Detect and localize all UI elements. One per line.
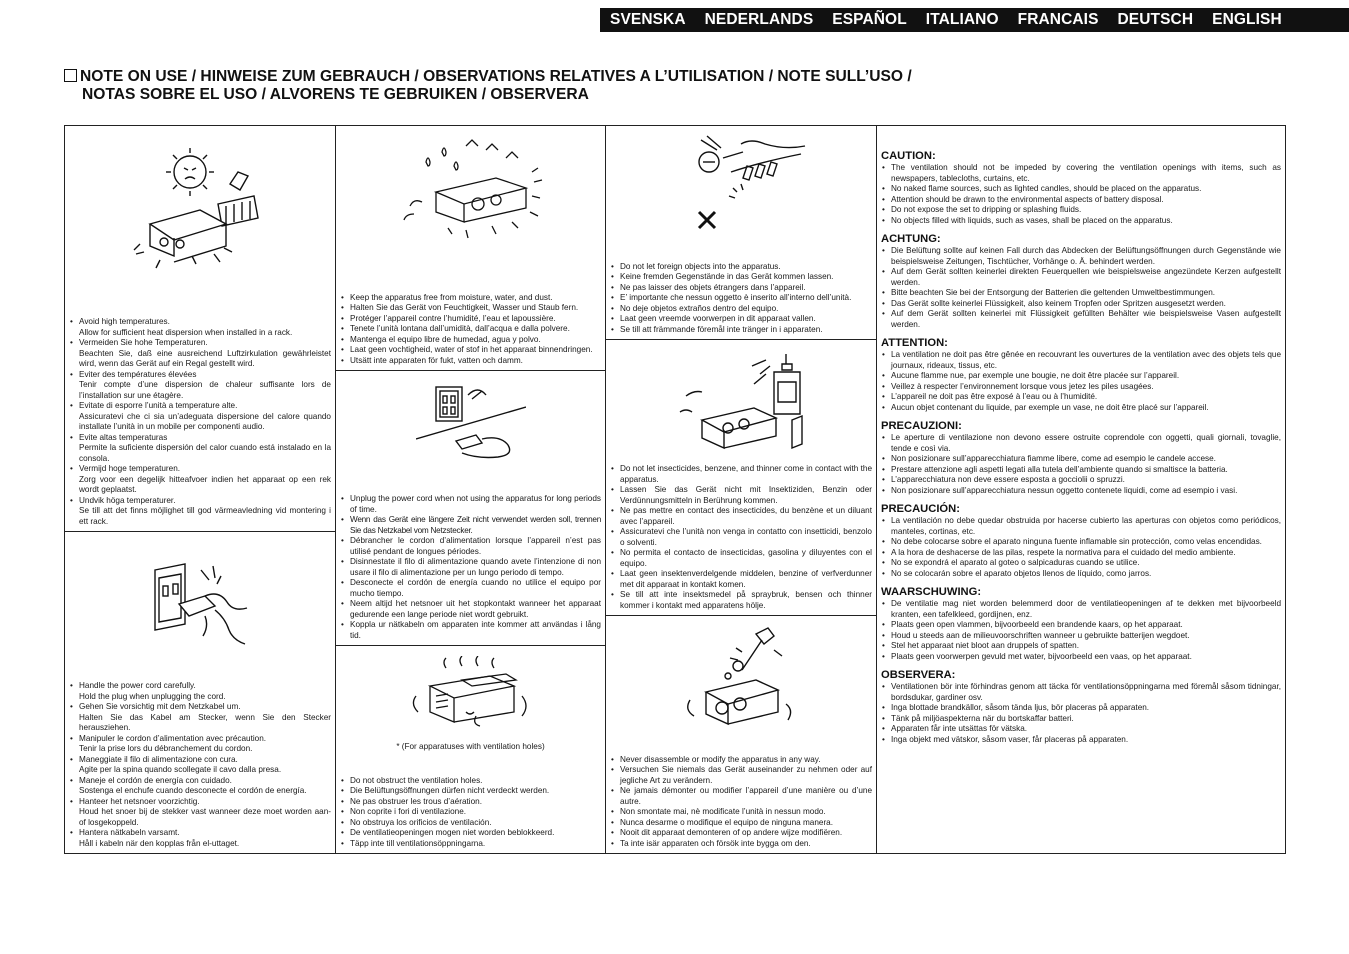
list-item: • Inga objekt med vätskor, såsom vaser, får placeras på apparaten.	[881, 735, 1281, 746]
lang-english: ENGLISH	[1212, 11, 1282, 28]
list-item: • Do not let insecticides, benzene, and thinner come in contact with the apparatus.	[610, 464, 872, 485]
warning-title: WAARSCHUWING:	[881, 586, 982, 598]
list-item: • Desconecte el cordón de energía cuando no utilice el equipo por mucho tiempo.	[340, 578, 601, 599]
list-item: • Non posizionare sull’apparecchiatura nessun oggetto contenete liquidi, come ad esempio i vasi.	[881, 486, 1281, 497]
list-item: • Prestare attenzione agli aspetti legati alla tutela dell’ambiente quando si smaltisce la batteria.	[881, 465, 1281, 476]
list-item: • Le aperture di ventilazione non devono essere ostruite coprendole con oggetti, quali giornali, tovaglie, tende e così via.	[881, 433, 1281, 454]
list-item: • Plaats geen voorwerpen gevuld met water, bijvoorbeeld een vaas, op het apparaat.	[881, 652, 1281, 663]
foreign-objects-icon	[606, 132, 876, 237]
list-item: • Wenn das Gerät eine längere Zeit nicht verwendet werden soll, trennen Sie das Netzkabel vom Netzstecker.	[340, 515, 601, 536]
list-item: • Ne jamais démonter ou modifier l’appareil d’une manière ou d’une autre.	[610, 786, 872, 807]
list-item: • Débrancher le cordon d’alimentation lorsque l’appareil n’est pas utilisé pendant de longues périodes.	[340, 536, 601, 557]
note-text-moisture	[340, 293, 601, 367]
list-item: • Tenete l’unità lontana dall’umidità, dall’acqua e dalla polvere.	[340, 324, 601, 335]
list-item: • Non smontate mai, nè modificate l’unità in nessun modo.	[610, 807, 872, 818]
list-item: • Keine fremden Gegenstände in das Gerät kommen lassen.	[610, 272, 872, 283]
list-item: • Täpp inte till ventilationsöppningarna.	[340, 839, 601, 850]
list-item: • A la hora de deshacerse de las pilas, respete la normativa para el cuidado del medio ambiente.	[881, 548, 1281, 559]
note-text-unplug	[340, 494, 601, 641]
list-item: • Versuchen Sie niemals das Gerät auseinander zu nehmen oder auf jegliche Art zu verändern.	[610, 765, 872, 786]
list-item: • The ventilation should not be impeded by covering the ventilation openings with items, such as newspapers, tablecloths, curtains, etc.	[881, 163, 1281, 184]
notes-column-1	[65, 126, 336, 853]
note-text-ventilation	[340, 776, 601, 850]
lang-nederlands: NEDERLANDS	[704, 11, 814, 28]
list-item: • Nooit dit apparaat demonteren of op andere wijze modifiëren.	[610, 828, 872, 839]
ventilation-icon	[336, 656, 605, 736]
list-item: • Protéger l’appareil contre l’humidité, l’eau et lapoussière.	[340, 314, 601, 325]
note-cell-unplug	[336, 371, 605, 646]
language-bar	[600, 8, 1349, 32]
list-item: • Gehen Sie vorsichtig mit dem Netzkabel um. Halten Sie das Kabel am Stecker, wenn Sie den Stecker herausziehen.	[69, 702, 331, 734]
list-item: • Aucune flamme nue, par exemple une bougie, ne doit être placée sur l’appareil.	[881, 371, 1281, 382]
list-item: • Houd u steeds aan de milieuvoorschriften wanneer u gebruikte batterijen wegdoet.	[881, 631, 1281, 642]
list-item: • No se expondrá el aparato al goteo o salpicaduras cuando se utilice.	[881, 558, 1281, 569]
list-item: • L’apparecchiatura non deve essere esposta a gocciolii o spruzzi.	[881, 475, 1281, 486]
list-item: • De ventilatie mag niet worden belemmerd door de ventilatieopeningen af te dekken met bijvoorbeeld kranten, een tafelkleed, gordijnen, enz.	[881, 599, 1281, 620]
notes-column-3	[606, 126, 877, 853]
list-item: • No debe colocarse sobre el aparato ninguna fuente inflamable sin protección, como velas encendidas.	[881, 537, 1281, 548]
list-item: • Laat geen vochtigheid, water of stof in het apparaat binnendringen.	[340, 345, 601, 356]
sun-heat-icon	[65, 144, 335, 269]
warning-title: ACHTUNG:	[881, 233, 941, 245]
warning-block-nl	[881, 586, 1281, 662]
note-cell-power-cord	[65, 532, 335, 853]
list-item: • Maneje el cordón de energía con cuidado. Sostenga el enchufe cuando desconecte el cordón de energía.	[69, 776, 331, 797]
note-text-insecticide	[610, 464, 872, 611]
list-item: • Ne pas laisser des objets étrangers dans l’appareil.	[610, 283, 872, 294]
list-item: • Utsätt inte apparaten för fukt, vatten och damm.	[340, 356, 601, 367]
disassemble-icon	[606, 624, 876, 734]
list-item: • E’ importante che nessun oggetto è inserito all’interno dell’unità.	[610, 293, 872, 304]
lang-espanol: ESPAÑOL	[832, 11, 907, 28]
list-item: • No objects filled with liquids, such as vases, shall be placed on the apparatus.	[881, 216, 1281, 227]
warning-block-en	[881, 150, 1281, 226]
water-splash-icon	[336, 132, 605, 242]
warning-block-de	[881, 233, 1281, 330]
list-item: • Die Belüftungsöffnungen dürfen nicht verdeckt werden.	[340, 786, 601, 797]
note-cell-foreign-objects	[606, 126, 876, 340]
list-item: • Hanteer het netsnoer voorzichtig. Houd het snoer bij de stekker vast wanneer deze moet worden aan- of losgekoppeld.	[69, 797, 331, 829]
warning-block-es	[881, 503, 1281, 579]
list-item: • Laat geen insektenverdelgende middelen, benzine of verfverdunner met dit apparaat in kontakt komen.	[610, 569, 872, 590]
warning-block-sv	[881, 669, 1281, 745]
notes-grid	[64, 125, 1286, 854]
list-item: • La ventilación no debe quedar obstruida por hacerse cubierto las aperturas con objetos como periódicos, manteles, cortinas, etc.	[881, 516, 1281, 537]
list-item: • Attention should be drawn to the environmental aspects of battery disposal.	[881, 195, 1281, 206]
page-title-line-2: NOTAS SOBRE EL USO / ALVORENS TE GEBRUIKEN / OBSERVERA	[82, 86, 589, 103]
list-item: • Se till att främmande föremål inte tränger in i apparaten.	[610, 325, 872, 336]
lang-svenska: SVENSKA	[610, 11, 686, 28]
list-item: • Undvik höga temperaturer. Se till att det finns möjlighet till god värmeavledning vid montering i ett rack.	[69, 496, 331, 528]
list-item: • Do not obstruct the ventilation holes.	[340, 776, 601, 787]
list-item: • Assicuratevi che l’unità non venga in contatto con insetticidi, benzolo o solventi.	[610, 527, 872, 548]
list-item: • Mantenga el equipo libre de humedad, agua y polvo.	[340, 335, 601, 346]
list-item: • Laat geen vreemde voorwerpen in dit apparaat vallen.	[610, 314, 872, 325]
list-item: • Aucun objet contenant du liquide, par exemple un vase, ne doit être placé sur l’appareil.	[881, 403, 1281, 414]
list-item: • Ta inte isär apparaten och försök inte bygga om den.	[610, 839, 872, 850]
list-item: • Eviter des températures élevées Tenir compte d’une dispersion de chaleur suffisante lors de l’installation sur une étagère.	[69, 370, 331, 402]
list-item: • Ventilationen bör inte förhindras genom att täcka för ventilationsöppningarna med föremål såsom tidningar, bordsdukar, gardiner osv.	[881, 682, 1281, 703]
power-plug-icon	[65, 550, 335, 650]
list-item: • Neem altijd het netsnoer uit het stopkontakt wanneer het apparaat gedurende een lange periode niet wordt gebruikt.	[340, 599, 601, 620]
note-cell-insecticide	[606, 340, 876, 616]
list-item: • Evite altas temperaturas Permite la suficiente dispersión del calor cuando está instalado en la consola.	[69, 433, 331, 465]
list-item: • Stel het apparaat niet bloot aan druppels of spatten.	[881, 641, 1281, 652]
unplug-icon	[336, 377, 605, 467]
warnings-list	[881, 150, 1281, 752]
list-item: • Lassen Sie das Gerät nicht mit Insektiziden, Benzin oder Verdünnungsmitteln in Berührung kommen.	[610, 485, 872, 506]
note-cell-ventilation	[336, 646, 605, 853]
list-item: • Vermeiden Sie hohe Temperaturen. Beachten Sie, daß eine ausreichend Luftzirkulation gewährleistet wird, wenn das Gerät auf ein Regal gestellt wird.	[69, 338, 331, 370]
list-item: • Apparaten får inte utsättas för vätska.	[881, 724, 1281, 735]
list-item: • Koppla ur nätkabeln om apparaten inte kommer att användas i lång tid.	[340, 620, 601, 641]
note-text-foreign-objects	[610, 262, 872, 336]
list-item: • L’appareil ne doit pas être exposé à l’eau ou à l’humidité.	[881, 392, 1281, 403]
lang-francais: FRANCAIS	[1017, 11, 1099, 28]
page-title	[64, 68, 912, 104]
list-item: • No naked flame sources, such as lighted candles, should be placed on the apparatus.	[881, 184, 1281, 195]
list-item: • No permita el contacto de insecticidas, gasolina y diluyentes con el equipo.	[610, 548, 872, 569]
warning-block-it	[881, 420, 1281, 496]
list-item: • Das Gerät sollte keinerlei Flüssigkeit, also keinem Tropfen oder Spritzen ausgesetzt werden.	[881, 299, 1281, 310]
list-item: • Vermijd hoge temperaturen. Zorg voor een degelijk hitteafvoer indien het apparaat op een rek wordt geplaatst.	[69, 464, 331, 496]
warning-title: CAUTION:	[881, 150, 936, 162]
list-item: • No se colocarán sobre el aparato objetos llenos de líquido, como jarros.	[881, 569, 1281, 580]
note-cell-heat	[65, 126, 335, 532]
warning-title: ATTENTION:	[881, 337, 948, 349]
list-item: • Plaats geen open vlammen, bijvoorbeeld een brandende kaars, op het apparaat.	[881, 620, 1281, 631]
list-item: • Handle the power cord carefully. Hold the plug when unplugging the cord.	[69, 681, 331, 702]
list-item: • Hantera nätkabeln varsamt. Håll i kabeln när den kopplas från el-uttaget.	[69, 828, 331, 849]
list-item: • Auf dem Gerät sollten keinerlei mit Flüssigkeit gefüllten Behälter wie beispielsweise Vasen aufgestellt werden.	[881, 309, 1281, 330]
list-item: • No obstruya los orificios de ventilación.	[340, 818, 601, 829]
lang-deutsch: DEUTSCH	[1117, 11, 1194, 28]
list-item: • De ventilatieopeningen mogen niet worden beblokkeerd.	[340, 828, 601, 839]
list-item: • Do not let foreign objects into the apparatus.	[610, 262, 872, 273]
warning-title: PRECAUZIONI:	[881, 420, 962, 432]
list-item: • Disinnestate il filo di alimentazione quando avete l’intenzione di non usare il filo di alimentazione per un lungo periodo di tempo.	[340, 557, 601, 578]
list-item: • Halten Sie das Gerät von Feuchtigkeit, Wasser und Staub fern.	[340, 303, 601, 314]
note-text-power-cord	[69, 681, 331, 849]
checkbox-icon	[64, 69, 77, 82]
note-cell-moisture	[336, 126, 605, 371]
list-item: • Keep the apparatus free from moisture, water, and dust.	[340, 293, 601, 304]
notes-column-2	[336, 126, 606, 853]
note-cell-disassemble	[606, 616, 876, 853]
list-item: • Inga blottade brandkällor, såsom tända ljus, bör placeras på apparaten.	[881, 703, 1281, 714]
list-item: • Never disassemble or modify the apparatus in any way.	[610, 755, 872, 766]
list-item: • Unplug the power cord when not using the apparatus for long periods of time.	[340, 494, 601, 515]
list-item: • Maneggiate il filo di alimentazione con cura. Agite per la spina quando scollegate il cavo dalla presa.	[69, 755, 331, 776]
list-item: • Auf dem Gerät sollten keinerlei direkten Feuerquellen wie beispielsweise angezündete Kerzen aufgestellt werden.	[881, 267, 1281, 288]
list-item: • No deje objetos extraños dentro del equipo.	[610, 304, 872, 315]
list-item: • Nunca desarme o modifique el equipo de ninguna manera.	[610, 818, 872, 829]
note-text-disassemble	[610, 755, 872, 850]
warning-title: OBSERVERA:	[881, 669, 956, 681]
list-item: • Veillez à respecter l’environnement lorsque vous jetez les piles usagées.	[881, 382, 1281, 393]
list-item: • Evitate di esporre l’unità a temperature alte. Assicuratevi che ci sia un’adeguata dispersione del calore quando installate l’unità in un mobile per componenti audio.	[69, 401, 331, 433]
list-item: • Non coprite i fori di ventilazione.	[340, 807, 601, 818]
list-item: • Avoid high temperatures. Allow for sufficient heat dispersion when installed in a rack.	[69, 317, 331, 338]
insecticide-spray-icon	[606, 346, 876, 451]
list-item: • Tänk på miljöaspekterna när du bortskaffar batteri.	[881, 714, 1281, 725]
page-title-line-1: NOTE ON USE / HINWEISE ZUM GEBRAUCH / OBSERVATIONS RELATIVES A L’UTILISATION / NOTE SULL’USO /	[80, 68, 912, 85]
ventilation-caption: * (For apparatuses with ventilation holes)	[396, 742, 545, 751]
note-text-heat	[69, 317, 331, 527]
warning-title: PRECAUCIÓN:	[881, 503, 960, 515]
list-item: • Manipuler le cordon d’alimentation avec précaution. Tenir la prise lors du débranchement du cordon.	[69, 734, 331, 755]
list-item: • La ventilation ne doit pas être gênée en recouvrant les ouvertures de la ventilation avec des objets tels que journaux, rideaux, tissus, etc.	[881, 350, 1281, 371]
list-item: • Non posizionare sull’apparecchiatura fiamme libere, come ad esempio le candele accese.	[881, 454, 1281, 465]
list-item: • Ne pas obstruer les trous d’aération.	[340, 797, 601, 808]
warnings-column	[877, 126, 1285, 853]
warning-block-fr	[881, 337, 1281, 413]
list-item: • Bitte beachten Sie bei der Entsorgung der Batterien die geltenden Umweltbestimmungen.	[881, 288, 1281, 299]
list-item: • Die Belüftung sollte auf keinen Fall durch das Abdecken der Belüftungsöffnungen durch Gegenstände wie beispielsweise Zeitungen, Tischtücher, Vorhänge o. Ä. behindert werden.	[881, 246, 1281, 267]
lang-italiano: ITALIANO	[925, 11, 999, 28]
list-item: • Ne pas mettre en contact des insecticides, du benzène et un diluant avec l’appareil.	[610, 506, 872, 527]
list-item: • Se till att inte insektsmedel på spraybruk, bensen och thinner kommer i kontakt med apparatens hölje.	[610, 590, 872, 611]
list-item: • Do not expose the set to dripping or splashing fluids.	[881, 205, 1281, 216]
